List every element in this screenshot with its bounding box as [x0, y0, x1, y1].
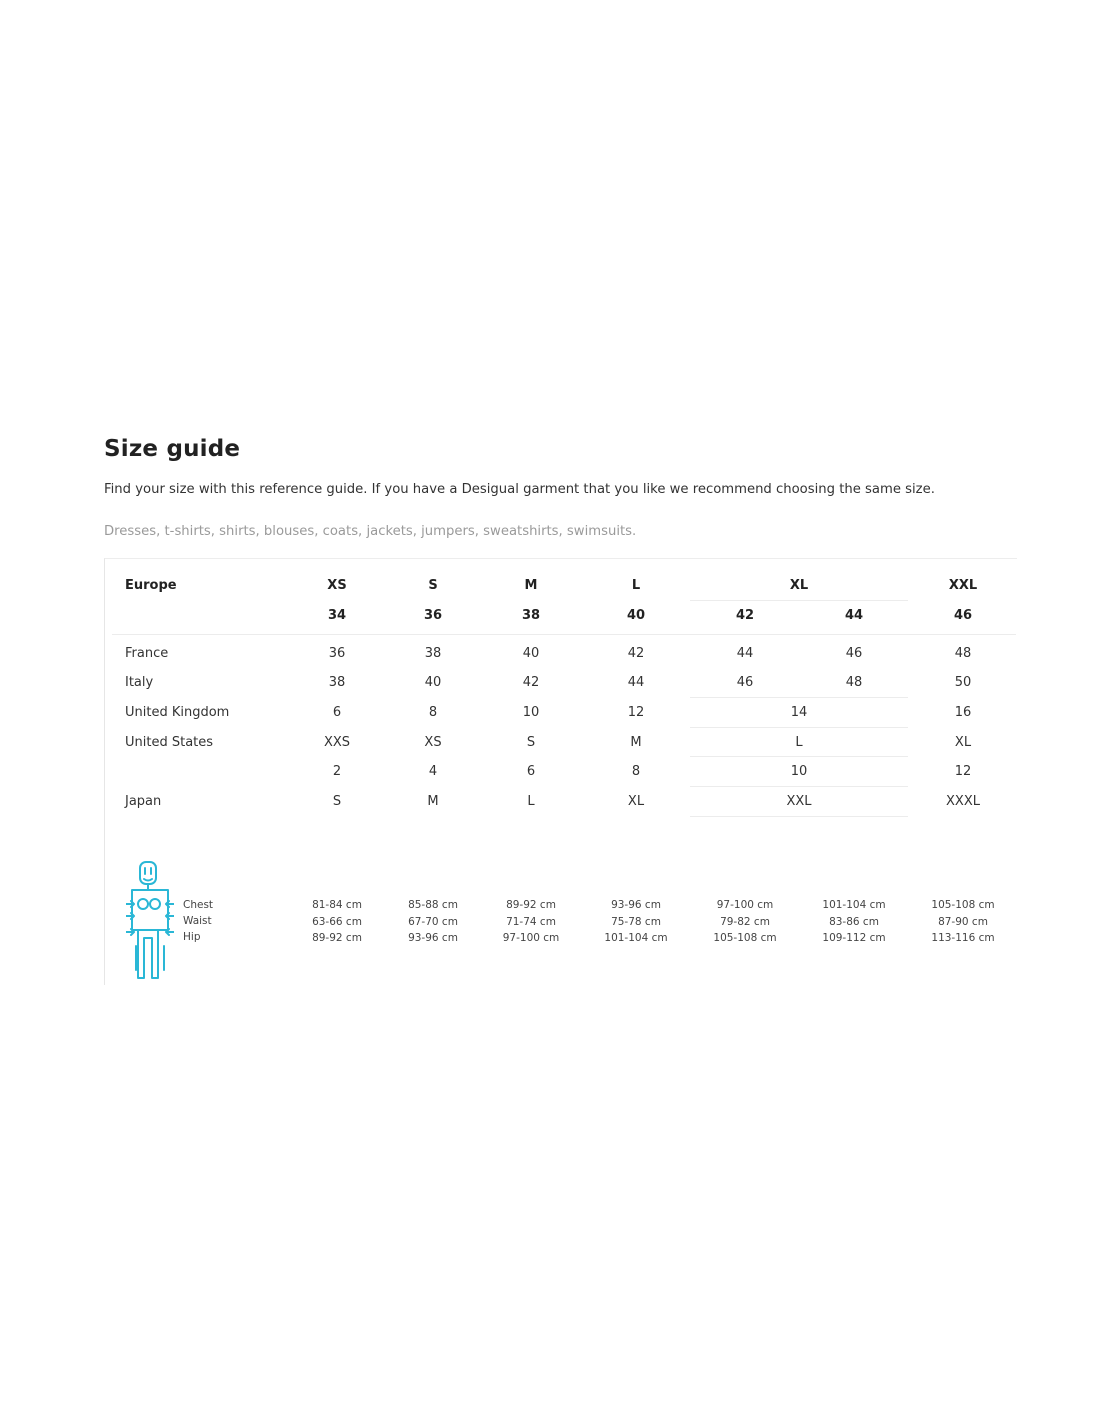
hip-value: 89-92 cm: [312, 932, 362, 944]
eu-size: 42: [735, 608, 755, 623]
row-label-us: United States: [125, 735, 214, 750]
letter-size-xxl: XXL: [948, 578, 978, 593]
letter-size-xl: XL: [789, 578, 809, 593]
hip-value: 113-116 cm: [931, 932, 995, 944]
row-label-italy: Italy: [125, 675, 154, 690]
eu-size: 44: [844, 608, 864, 623]
waist-value: 75-78 cm: [611, 916, 661, 928]
table-cell: 48: [954, 646, 972, 661]
table-cell: 36: [328, 646, 346, 661]
table-cell: 44: [736, 646, 754, 661]
hip-value: 105-108 cm: [713, 932, 777, 944]
table-cell: 38: [424, 646, 442, 661]
table-cell: 38: [328, 675, 346, 690]
garment-types-text: Dresses, t-shirts, shirts, blouses, coats, jackets, jumpers, sweatshirts, swimsuits.: [104, 524, 637, 539]
letter-size-l: L: [631, 578, 641, 593]
waist-value: 83-86 cm: [829, 916, 879, 928]
table-cell: 46: [845, 646, 863, 661]
table-cell: 10: [790, 764, 808, 779]
waist-value: 87-90 cm: [938, 916, 988, 928]
eu-size: 40: [626, 608, 646, 623]
table-cell: M: [630, 735, 642, 750]
letter-size-s: S: [428, 578, 438, 593]
table-cell: S: [332, 794, 342, 809]
hip-value: 109-112 cm: [822, 932, 886, 944]
intro-text: Find your size with this reference guide. If you have a Desigual garment that you like we recommend choosing the same size.: [104, 482, 935, 497]
waist-value: 71-74 cm: [506, 916, 556, 928]
waist-value: 63-66 cm: [312, 916, 362, 928]
chest-value: 93-96 cm: [611, 899, 661, 911]
table-cell: XXS: [323, 735, 351, 750]
size-guide-header: [104, 432, 1016, 539]
table-cell: 12: [627, 705, 645, 720]
table-cell: 42: [522, 675, 540, 690]
xl-divider: [690, 697, 908, 698]
letter-size-xs: XS: [327, 578, 347, 593]
table-cell: 50: [954, 675, 972, 690]
row-label-uk: United Kingdom: [125, 705, 230, 720]
xl-divider: [690, 600, 908, 601]
xl-divider: [690, 786, 908, 787]
xl-divider: [690, 756, 908, 757]
table-cell: 40: [522, 646, 540, 661]
europe-label: Europe: [125, 578, 177, 593]
eu-size: 36: [423, 608, 443, 623]
table-cell: 48: [845, 675, 863, 690]
hip-value: 101-104 cm: [604, 932, 668, 944]
row-label-japan: Japan: [125, 794, 162, 809]
chest-value: 101-104 cm: [822, 899, 886, 911]
table-cell: XXL: [786, 794, 812, 809]
table-cell: 12: [954, 764, 972, 779]
chest-value: 105-108 cm: [931, 899, 995, 911]
table-cell: 46: [736, 675, 754, 690]
table-cell: XL: [627, 794, 645, 809]
size-table: [104, 558, 1017, 985]
table-cell: 40: [424, 675, 442, 690]
eu-size: 38: [521, 608, 541, 623]
table-cell: 16: [954, 705, 972, 720]
header-divider: [112, 634, 1016, 635]
table-cell: 6: [332, 705, 342, 720]
table-cell: M: [427, 794, 439, 809]
waist-label: Waist: [183, 915, 212, 927]
chest-label: Chest: [183, 899, 214, 911]
table-cell: 2: [332, 764, 342, 779]
table-cell: 4: [428, 764, 438, 779]
letter-size-m: M: [524, 578, 538, 593]
eu-size: 46: [953, 608, 973, 623]
hip-label: Hip: [183, 931, 201, 943]
chest-value: 89-92 cm: [506, 899, 556, 911]
table-cell: 8: [631, 764, 641, 779]
table-cell: 44: [627, 675, 645, 690]
table-cell: XXXL: [946, 794, 980, 809]
row-label-france: France: [125, 646, 169, 661]
table-cell: 6: [526, 764, 536, 779]
chest-value: 81-84 cm: [312, 899, 362, 911]
hip-value: 93-96 cm: [408, 932, 458, 944]
table-cell: XS: [424, 735, 442, 750]
waist-value: 67-70 cm: [408, 916, 458, 928]
eu-size: 34: [327, 608, 347, 623]
table-cell: L: [527, 794, 535, 809]
table-cell: 42: [627, 646, 645, 661]
table-cell: 14: [790, 705, 808, 720]
table-cell: 10: [522, 705, 540, 720]
chest-value: 97-100 cm: [716, 899, 774, 911]
xl-divider: [690, 816, 908, 817]
hip-value: 97-100 cm: [502, 932, 560, 944]
xl-divider: [690, 727, 908, 728]
table-cell: XL: [954, 735, 972, 750]
table-cell: 8: [428, 705, 438, 720]
table-cell: S: [526, 735, 536, 750]
waist-value: 79-82 cm: [720, 916, 770, 928]
chest-value: 85-88 cm: [408, 899, 458, 911]
table-cell: L: [795, 735, 803, 750]
body-measurement-icon: [126, 860, 174, 984]
page-title: Size guide: [104, 436, 241, 462]
